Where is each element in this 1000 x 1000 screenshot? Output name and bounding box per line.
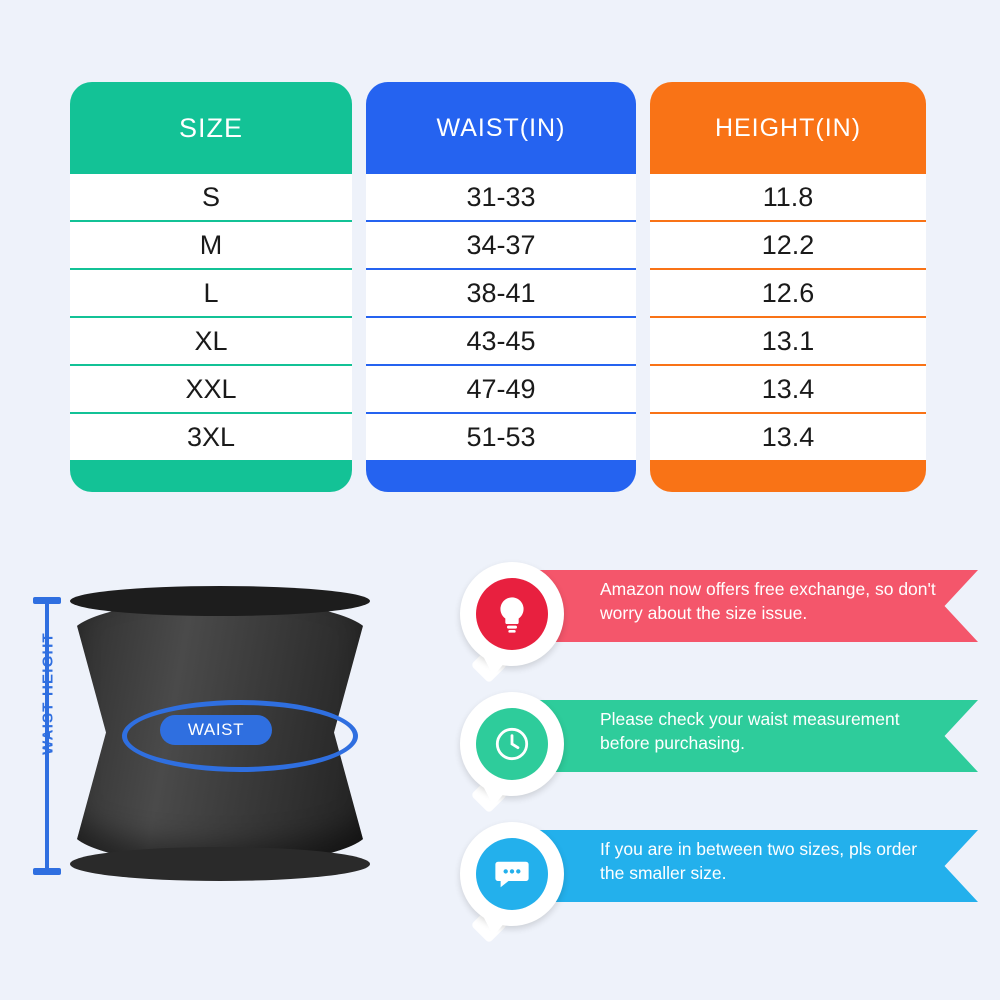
column-body-waist [366, 174, 636, 460]
belt-bottom-edge [70, 847, 370, 881]
table-cell: 12.2 [650, 222, 926, 268]
note-badge [460, 692, 564, 796]
table-cell: 47-49 [366, 366, 636, 412]
table-cell: 38-41 [366, 270, 636, 316]
chat-bubble-icon [476, 838, 548, 910]
table-cell: M [70, 222, 352, 268]
table-cell: 31-33 [366, 174, 636, 220]
note-item [460, 822, 980, 910]
table-cell: 13.4 [650, 414, 926, 460]
column-footer-waist [366, 462, 636, 492]
note-item [460, 692, 980, 780]
table-cell: 12.6 [650, 270, 926, 316]
table-cell: 34-37 [366, 222, 636, 268]
table-cell: 13.4 [650, 366, 926, 412]
badge-tail [482, 784, 512, 806]
column-body-size [70, 174, 352, 460]
note-text: Please check your waist measurement before purchasing. [600, 709, 900, 753]
badge-tail [482, 914, 512, 936]
note-badge [460, 562, 564, 666]
size-chart-column-waist [366, 82, 636, 492]
waist-height-label: WAIST HEIGHT [39, 632, 57, 755]
note-item [460, 562, 980, 650]
column-body-height [650, 174, 926, 460]
waist-trainer-belt-image [70, 600, 370, 865]
size-chart-column-size [70, 82, 352, 492]
table-cell: 3XL [70, 414, 352, 460]
table-cell: L [70, 270, 352, 316]
column-footer-height [650, 462, 926, 492]
lightbulb-icon [476, 578, 548, 650]
badge-tail [482, 654, 512, 676]
note-badge [460, 822, 564, 926]
waist-label: WAIST [160, 715, 272, 745]
note-text: Amazon now offers free exchange, so don't worry about the size issue. [600, 579, 936, 623]
size-chart [70, 82, 930, 492]
note-text: If you are in between two sizes, pls order the smaller size. [600, 839, 918, 883]
column-footer-size [70, 462, 352, 492]
table-cell: S [70, 174, 352, 220]
column-header-size: SIZE [178, 112, 243, 143]
measure-cap-bottom [33, 868, 61, 875]
column-header-height: HEIGHT(IN) [714, 113, 862, 142]
notes-list [430, 552, 990, 972]
product-illustration [0, 545, 440, 985]
table-cell: 13.1 [650, 318, 926, 364]
belt-top-edge [70, 586, 370, 616]
table-cell: 51-53 [366, 414, 636, 460]
column-header-waist: WAIST(IN) [436, 113, 566, 142]
waist-height-measure-icon [30, 595, 64, 877]
size-chart-column-height [650, 82, 926, 492]
table-cell: XL [70, 318, 352, 364]
table-cell: 43-45 [366, 318, 636, 364]
table-cell: 11.8 [650, 174, 926, 220]
clock-icon [476, 708, 548, 780]
table-cell: XXL [70, 366, 352, 412]
